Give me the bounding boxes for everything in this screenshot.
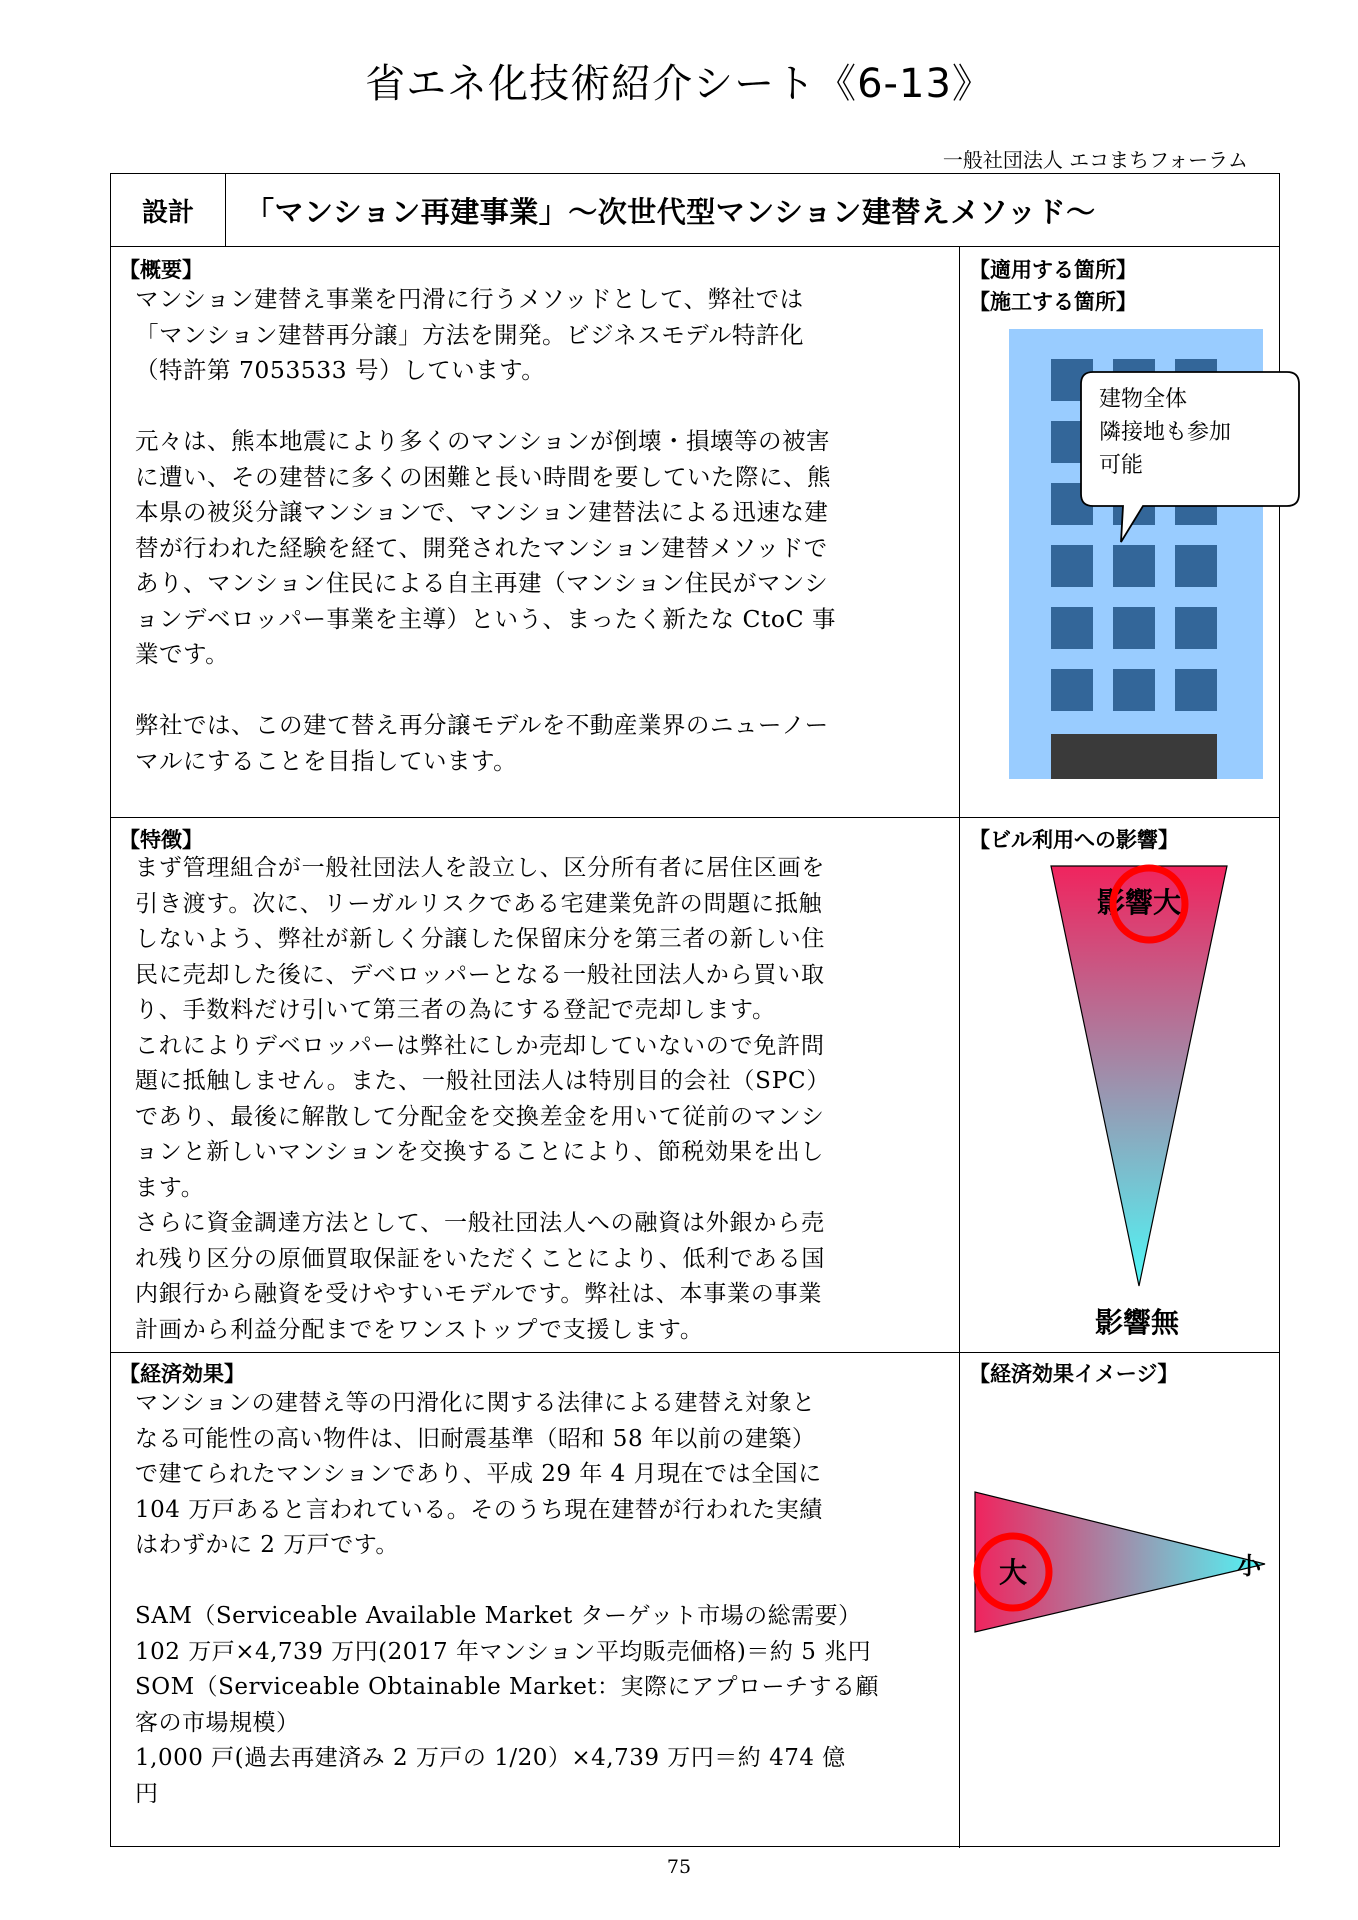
- economic-diagram: [961, 1474, 1281, 1654]
- economic-large-label: 大: [998, 1556, 1028, 1589]
- overview-text: マンション建替え事業を円滑に行うメソッドとして、弊社では 「マンション建替再分譲」方法を開発。ビジネスモデル特許化 （特許第 7053533 号）しています。 元々は、熊本地震により多くのマンションが倒壊・損壊等の被害 に遭い、その建替に多くの困難と長い時間を要していた際に、熊 本県の被災分譲マンションで、マンション建替法による迅速な建 替が行われた経験を経て、開発されたマンション建替メソッドで あり、マンション住民による自主再建（マンション住民がマンシ ョンデベロッパー事業を主導）という、まったく新たな CtoC 事 業です。 弊社では、この建て替え再分譲モデルを不動産業界のニューノー マルにすることを目指しています。: [135, 285, 837, 775]
- callout-line-3: 可能: [1099, 453, 1144, 478]
- economic-small-label: 小: [1237, 1552, 1261, 1580]
- construction-heading: 【施工する箇所】: [969, 290, 1137, 314]
- page-number: 75: [666, 1856, 692, 1878]
- impact-diagram: [1009, 854, 1269, 1344]
- organization-name: 一般社団法人 エコまちフォーラム: [942, 148, 1248, 172]
- page-title: 省エネ化技術紹介シート《6-13》: [365, 61, 993, 107]
- impact-triangle: [1051, 866, 1227, 1286]
- overview-heading: 【概要】: [119, 258, 203, 282]
- impact-heading: 【ビル利用への影響】: [969, 828, 1179, 852]
- economic-image-heading: 【経済効果イメージ】: [969, 1362, 1179, 1386]
- callout-line-2: 隣接地も参加: [1099, 420, 1232, 445]
- divider: [111, 817, 1279, 818]
- building-door: [1051, 734, 1217, 779]
- callout-bubble: [1079, 370, 1309, 550]
- category-label: 設計: [141, 197, 194, 228]
- technology-sheet: [110, 173, 1280, 1847]
- divider: [111, 1352, 1279, 1353]
- technology-title: 「マンション再建事業」～次世代型マンション建替えメソッド～: [245, 194, 1096, 229]
- features-text: まず管理組合が一般社団法人を設立し、区分所有者に居住区画を 引き渡す。次に、リーガルリスクである宅建業免許の問題に抵触 しないよう、弊社が新しく分譲した保留床分を第三者の新しい住 民に売却した後に、デベロッパーとなる一般社団法人から買い取 り、手数料だけ引いて第三者の為にする登記で売却します。 これによりデベロッパーは弊社にしか売却していないので免許問 題に抵触しません。また、一般社団法人は特別目的会社（SPC） であり、最後に解散して分配金を交換差金を用いて従前のマンシ ョンと新しいマンションを交換することにより、節税効果を出し ます。 さらに資金調達方法として、一般社団法人への融資は外銀から売 れ残り区分の原価買取保証をいただくことにより、低利である国 内銀行から融資を受けやすいモデルです。弊社は、本事業の事業 計画から利益分配までをワンストップで支援します。: [135, 855, 831, 1343]
- impact-none-label: 影響無: [1094, 1306, 1180, 1339]
- economic-text: マンションの建替え等の円滑化に関する法律による建替え対象と なる可能性の高い物件は、旧耐震基準（昭和 58 年以前の建築） で建てられたマンションであり、平成 29 年 4 月現在では全国に 104 万戸あると言われている。そのうち現在建替が行われた実績 はわずかに 2 万戸です。 SAM（Serviceable Available Market ターゲット市場の総需要） 102 万戸×4,739 万円(2017 年マンション平均販売価格)＝約 5 兆円 SOM（Serviceable Obtainable Market：実際にアプローチする顧 客の市場規模） 1,000 戸(過去再建済み 2 万戸の 1/20）×4,739 万円＝約 474 億 円: [135, 1390, 880, 1807]
- applicable-heading: 【適用する箇所】: [969, 258, 1137, 282]
- impact-high-label: 影響大: [1096, 886, 1182, 919]
- divider: [111, 246, 1279, 247]
- features-heading: 【特徴】: [119, 828, 203, 852]
- callout-line-1: 建物全体: [1099, 387, 1188, 412]
- divider: [959, 246, 960, 1848]
- economic-heading: 【経済効果】: [119, 1362, 245, 1386]
